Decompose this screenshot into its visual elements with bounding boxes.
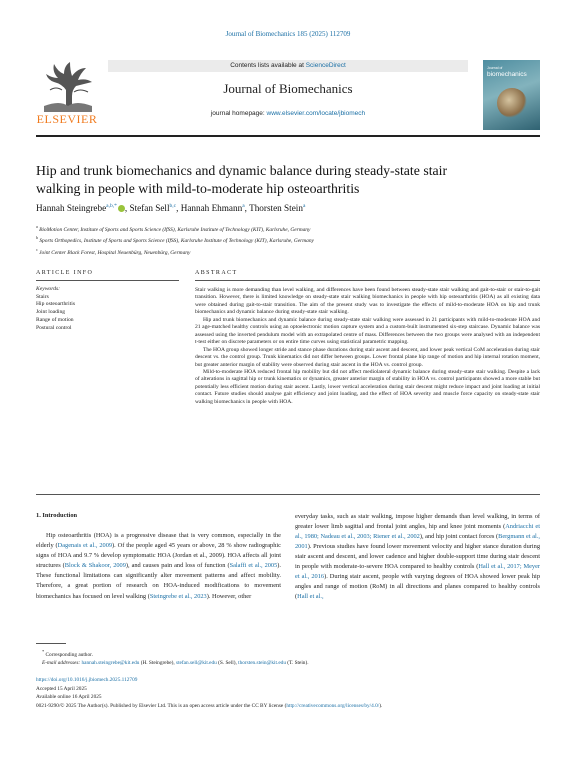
citation-link[interactable]: Dagenais et al., 2009 xyxy=(57,542,113,550)
publisher-name: ELSEVIER xyxy=(36,112,98,126)
abstract-bottom-divider xyxy=(36,494,540,495)
citation-link[interactable]: Salaffi et al., 2005 xyxy=(229,562,278,570)
affiliation-marker: a xyxy=(36,224,38,229)
journal-homepage xyxy=(108,110,468,117)
elsevier-logo[interactable] xyxy=(36,60,98,130)
email-link[interactable]: stefan.sell@kit.edu xyxy=(176,660,217,667)
affiliations xyxy=(36,223,540,257)
body-text: ), and causes pain and loss of function ( xyxy=(125,562,230,570)
body-text: ). Of the people aged 45 years or above, 28 % show radiographic signs of HOA and 9.7 % develop symptomatic HOA (Jordan et al., 2009). HOA affects all joint structures ( xyxy=(36,542,281,570)
cover-subtitle: Journal of xyxy=(487,66,503,70)
body-column-left xyxy=(36,531,281,602)
abstract-divider xyxy=(195,280,540,281)
keyword-item: Hip osteoarthritis xyxy=(36,301,75,308)
orcid-icon[interactable] xyxy=(118,205,125,212)
body-text: Hip osteoarthritis (HOA) is a progressive disease that is very common, especially in the elderly ( xyxy=(36,532,281,550)
affiliation-text: Joint Center Black Forest, Hospital Neuenbürg, Neuenbürg, Germany xyxy=(39,249,191,256)
elsevier-tree-icon xyxy=(40,60,96,112)
paper-title-line-2: walking in people with mild-to-moderate hip osteoarthritis xyxy=(36,181,360,196)
affiliation-text: Sports Orthopedics, Institute of Sports and Sports Science (IfSS), Karlsruhe Institute of Technology (KIT), Karlsruhe, Germany xyxy=(39,238,314,245)
homepage-link[interactable]: www.elsevier.com/locate/jbiomech xyxy=(266,110,366,117)
footnote-divider xyxy=(36,643,66,644)
affiliation-item xyxy=(36,223,540,234)
journal-cover-image xyxy=(483,60,540,130)
doi-link[interactable]: https://doi.org/10.1016/j.jbiomech.2025.112709 xyxy=(36,677,138,683)
citation-link[interactable]: Bergmann et al., 2001 xyxy=(295,533,540,551)
article-info-divider xyxy=(36,280,179,281)
paper-title-line-1: Hip and trunk biomechanics and dynamic balance during steady-state stair xyxy=(36,163,448,178)
author-name: Hannah Steingrebe xyxy=(36,203,107,214)
keywords-block xyxy=(36,286,179,332)
author-affiliation-marker[interactable]: a,b,* xyxy=(106,203,117,209)
email-owner: (S. Sell), xyxy=(216,660,239,667)
footnote-text: Corresponding author. xyxy=(44,651,93,658)
accepted-date: Accepted 15 April 2025 xyxy=(36,685,87,692)
abstract-paragraph: Hip and trunk biomechanics and dynamic balance during steady-state stair walking were assessed in 21 participants with mild-to-moderate HOA and 21 age-matched healthy controls using an optoelectronic motion capture system and a custom-built instrumented six-step staircase. Dynamic balance was assessed using the inverted pendulum model with an extrapolated centre of mass. Differences between the two groups were analysed with an independent t-test either on discrete parameters or on entire time curves using statistical parametric mapping. xyxy=(195,316,540,346)
email-line xyxy=(42,659,540,668)
author-name: Thorsten Stein xyxy=(249,203,303,214)
contents-bar xyxy=(108,60,468,72)
email-owner: (T. Stein). xyxy=(285,660,309,667)
corresponding-author-note xyxy=(42,648,540,659)
abstract-paragraph: The HOA group showed longer stride and stance phase durations during stair ascent and descent, and lower peak vertical CoM acceleration during stair descent vs. the control group. Trunk kinematics did not differ between groups. Lower frontal plane hip range of motion and hip internal rotation moment, but greater anterior margin of stability were observed during stair ascent in the HOA vs. control group. xyxy=(195,346,540,368)
author-name: Stefan Sell xyxy=(129,203,170,214)
keyword-item: Stairs xyxy=(36,293,49,300)
publication-info xyxy=(36,676,540,710)
license-line xyxy=(36,702,540,711)
author-list: Hannah Steingrebe$^{a,b,*}$ , Stefan Sell$^{b,c}$, Hannah Ehmann$^a$, Thorsten Stein$^a$ xyxy=(36,203,306,214)
abstract-paragraph: Stair walking is more demanding than level walking, and differences have been found between steady-state stair walking and gait-to-stair or stair-to-gait transition. However, there is limited knowledge on steady-state stair walking biomechanics in people with hip osteoarthritis (HOA) as all existing data were obtained during gait-to-stair transition. The aim of the present study was to investigate the effects of mild-to-moderate HOA on hip and trunk biomechanics and dynamic balance during steady-state stair walking. xyxy=(195,287,540,316)
author-affiliation-marker[interactable]: a xyxy=(242,203,245,209)
article-info-heading: ARTICLE INFO xyxy=(36,270,94,276)
paper-title xyxy=(36,162,526,198)
affiliation-item xyxy=(36,246,540,257)
homepage-prefix: journal homepage: xyxy=(210,110,267,117)
affiliation-item xyxy=(36,234,540,245)
affiliation-marker: c xyxy=(36,246,38,252)
license-text: 0021-9290/© 2025 The Author(s). Published by Elsevier Ltd. This is an open access article under the CC BY license ( xyxy=(36,702,287,709)
available-date: Available online 16 April 2025 xyxy=(36,694,102,700)
keywords-title: Keywords: xyxy=(36,286,61,292)
body-column-right xyxy=(295,512,540,602)
contents-prefix: Contents lists available at xyxy=(230,62,306,69)
citation-link[interactable]: Andriacchi et al., 1980; Nadeau et al., 2003; Riener et al., 2002 xyxy=(295,523,540,541)
license-link[interactable]: http://creativecommons.org/licenses/by/4.0/ xyxy=(286,702,380,709)
body-text: ). However, other xyxy=(206,592,252,600)
abstract-heading: ABSTRACT xyxy=(195,270,238,276)
citation-link[interactable]: Block & Shakoor, 2009 xyxy=(64,562,126,570)
keyword-item: Postural control xyxy=(36,324,72,331)
citation-link[interactable]: Steingrebe et al., 2023 xyxy=(149,592,207,600)
author-affiliation-marker[interactable]: b,c xyxy=(169,203,177,209)
journal-header-box xyxy=(108,60,468,130)
email-link[interactable]: thorsten.stein@kit.edu xyxy=(238,660,286,667)
body-text: ). Previous studies have found lower movement velocity and higher stance duration during stair ascent and descent, and lower cadence and higher double-support time during stair descent in people with moderate-to-severe HOA compared to healthy controls ( xyxy=(295,543,540,571)
keyword-item: Joint loading xyxy=(36,309,66,316)
keyword-item: Range of motion xyxy=(36,316,74,323)
introduction-heading: 1. Introduction xyxy=(36,512,78,519)
email-link[interactable]: hannah.steingrebe@kit.edu xyxy=(81,660,140,667)
journal-reference[interactable]: Journal of Biomechanics 185 (2025) 112709 xyxy=(225,30,351,38)
citation-link[interactable]: Hall et al., xyxy=(297,593,324,601)
author-name: Hannah Ehmann xyxy=(180,203,243,214)
body-text: everyday tasks, such as stair walking, impose higher demands than level walking, in terms of greater lower limb sagittal and frontal joint angles, hip and knee joint moments ( xyxy=(295,513,540,531)
author-affiliation-marker[interactable]: a xyxy=(302,203,306,209)
citation-link[interactable]: Hall et al., 2017; Meyer et al., 2016 xyxy=(295,563,540,581)
cover-title: biomechanics xyxy=(487,71,527,78)
body-text: ). During stair ascent, people with varying degrees of HOA showed lower peak hip angles and range of motion (RoM) in all directions and planes compared to healthy controls ( xyxy=(295,573,540,601)
email-label: E-mail addresses: xyxy=(42,660,81,667)
abstract-text xyxy=(195,287,540,406)
sciencedirect-link[interactable]: ScienceDirect xyxy=(305,62,346,69)
journal-title: Journal of Biomechanics xyxy=(223,81,353,96)
header-divider xyxy=(36,135,540,137)
footnote xyxy=(42,648,540,668)
body-text: ), and hip joint contact forces ( xyxy=(419,533,499,541)
license-text: ). xyxy=(379,702,383,709)
cover-artwork xyxy=(497,88,527,118)
footnote-marker: * xyxy=(42,649,45,654)
body-text: ). These functional limitations can significantly alter movement patterns and affect mobility. Therefore, a great portion of research on HOA-induced modifications to movement biomechanics has focused on level walking ( xyxy=(36,562,281,600)
masthead xyxy=(36,60,540,130)
abstract-paragraph: Mild-to-moderate HOA reduced frontal hip mobility but did not affect mediolateral dynamic balance during steady-state stair walking. Despite a lack of alterations in sagittal hip or trunk kinematics or dynamics, greater anterior margin of stability in HOA vs. control participants showed a more stable but potentially less efficient motion during stair ascent. Lastly, lower vertical acceleration during stair descent might reduce impact and joint loading at initial contact. Future studies should analyse gait efficiency and joint loading, and the effect of HOA severity and muscle force capacity on steady-state stair walking biomechanics in people with HOA. xyxy=(195,368,540,405)
affiliation-text: BioMotion Center, Institute of Sports and Sports Science (IfSS), Karlsruhe Institute of Technology (KIT), Karlsruhe, Germany xyxy=(39,226,311,233)
affiliation-marker: b xyxy=(36,235,38,241)
email-owner: (H. Steingrebe), xyxy=(139,660,177,667)
